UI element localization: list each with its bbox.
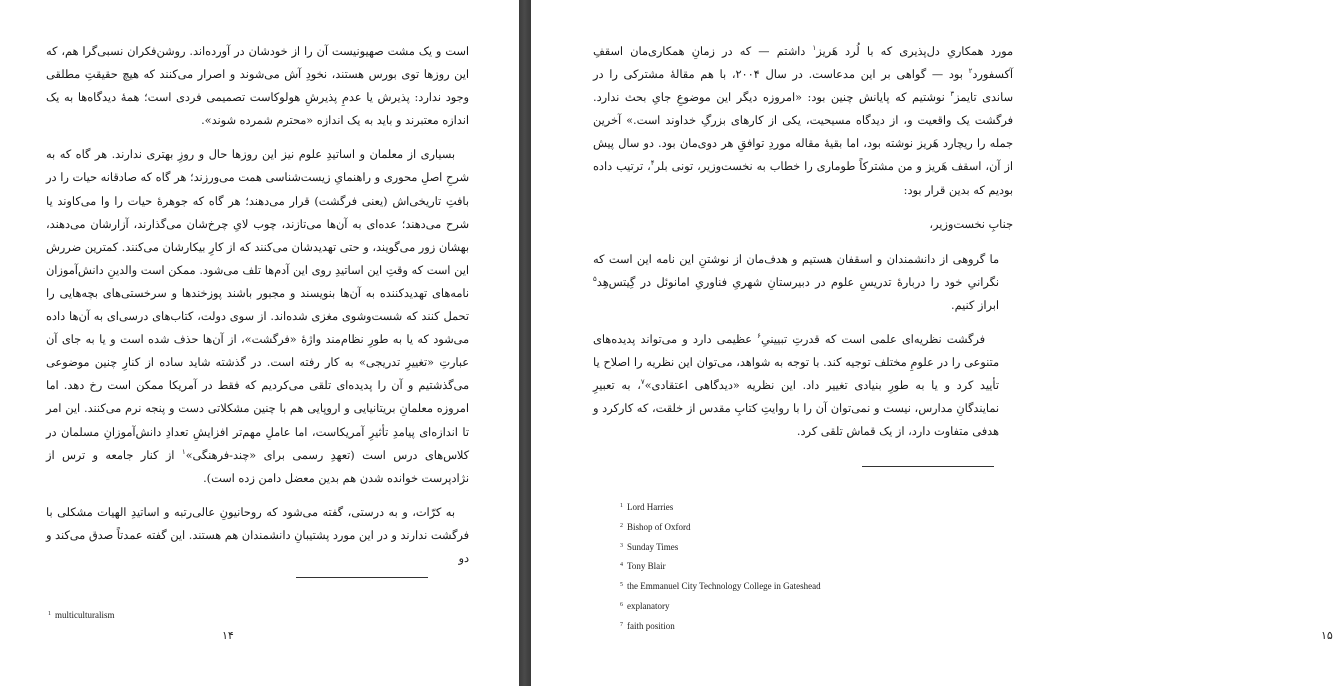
page-number: ۱۴ [222, 629, 234, 642]
footnote: $^7$ faith position [620, 620, 675, 631]
book-spine-gutter [519, 0, 531, 686]
footnote-separator [862, 466, 994, 467]
footnote-marker: ۲ [968, 67, 973, 76]
page-number: ۱۵ [1321, 629, 1333, 642]
letter-salutation: جنابِ نخست‌وزیر، [929, 217, 1013, 231]
paragraph: به کرّات، و به درستی، گفته می‌شود که روحانیونِ عالی‌رتبه و اساتیدِ الهیات مشکلی با فرگشت ندارند و در این مورد پشتیبانِ دانشمندان هم هستند. این گفته عمدتاً صدق می‌کند و دو [46, 505, 469, 565]
footnote: $^1$ Lord Harries [620, 502, 674, 512]
letter-paragraph: ما گروهی از دانشمندان و اسقفان هستیم و هدف‌مان از نوشتنِ این نامه این است که نگرانیِ خود را دربارهٔ تدریسِ علوم در دبیرستانِ شهریِ فناوریِ امانوئل در گِیتس‌هِد$^۵$ ابراز کنیم. [593, 252, 999, 312]
footnote: $^3$ Sunday Times [620, 541, 679, 552]
footnote-marker: ۳ [950, 90, 955, 99]
footnote-marker: ۱ [181, 447, 186, 456]
footnote-marker: ۱ [812, 44, 817, 53]
left-body-text [46, 40, 469, 581]
footnote-marker: ۶ [757, 332, 761, 341]
footnote: $^5$ the Emmanuel City Technology College in Gateshead [620, 581, 821, 592]
footnotes [620, 497, 821, 636]
paragraph: بسیاری از معلمان و اساتیدِ علوم نیز این روزها حال و روزِ بهتری ندارند. هر گاه که به شرحِ اصلِ محوری و راهنمایِ زیست‌شناسی همت می‌ورزند؛ هر گاه که صادقانه حیات را در بافتِ تاریخی‌اش (یعنی فرگشت) قرار می‌دهند؛ هر گاه که جوهرهٔ حیات را وا می‌کاوند یا شرح می‌دهند؛ عده‌ای به آن‌ها می‌تازند، چوب لایِ چرخ‌شان می‌گذارند، آزارشان می‌دهند، بهشان زور می‌گویند، و حتی تهدیدشان می‌کنند که از کارِ بیکارشان می‌کنند. کمترین ضررش این است که وقتِ این اساتیدِ روی این آدم‌ها تلف می‌شود. ممکن است والدینِ دانش‌آموزان نامه‌های تهدیدکننده به آن‌ها بنویسند و مجبور باشند پوزخندها و سرخستی‌های بچه‌هایی را تحمل کنند که شست‌وشوی مغزی شده‌اند. از سوی دولت، کتاب‌های درسی‌ای به آن‌ها داده می‌شود که یا به طورِ نظام‌مند واژهٔ «فرگشت»، از آن‌ها حذف شده است و یا به جای آن عبارتِ «تغییرِ تدریجی» به کار رفته است. در گذشته شاید ساده از کنارِ چنین موضوعی می‌گذشتیم و آن را پدیده‌ای تلقی می‌کردیم که فقط در آمریکا ممکن است رخ دهد. اما امروزه معلمانِ بریتانیایی و اروپایی هم با چنین مشکلاتی دست و پنجه نرم می‌کنند. این امر تا اندازه‌ای پیامدِ تأثیرِ آمریکاست، اما عاملِ مهم‌تر افزایشِ تعدادِ دانش‌آموزانِ مسلمان در کلاس‌های درس است (تعهدِ رسمی برای «چند-فرهنگی»$^۱$ از کنار جامعه و ترس از نژادپرست خوانده شدن هم بدین معضل دامن زده است). [46, 148, 470, 485]
paragraph: مورد همکاریِ دل‌پذیری که با لُرد هَریز$^۱$ داشتم — که در زمانِ همکاری‌مان اسقفِ آکسفورد$^۲$ بود — گواهی بر این مدعاست. در سال ۲۰۰۴، با هم مقالهٔ مشترکی را در ساندی تایمز$^۳$ نوشتیم که پایانش چنین بود: «امروزه دیگر این موضوعِ جایِ بحث ندارد. فرگشت یک واقعیت و، از دیدگاه مسیحیت، یکی از کارهای بزرگِ خداوند است.» آخرین جمله را ریچارد هَریز نوشته بود، اما بقیهٔ مقاله موردِ توافقِ هر دوی‌مان بود. دو سال پیش از آن، اسقف هَریز و من مشترکاً طوماری را خطاب به نخست‌وزیر، تونی بلر$^۴$، ترتیب داده بودیم که بدین قرار بود: [593, 44, 1014, 197]
left-page [0, 0, 519, 686]
footnote-marker: ۴ [650, 159, 655, 168]
footnote: $^2$ Bishop of Oxford [620, 521, 691, 532]
footnote-separator [296, 577, 428, 578]
footnotes [48, 605, 115, 625]
footnote-marker: ۷ [640, 378, 645, 387]
paragraph: است و یک مشت صهیونیست آن را از خودشان در آورده‌اند. روشن‌فکران نسبی‌گرا هم، که این روزها توی بورس هستند، نخودِ آش می‌شوند و اصرار می‌کنند که هیچ حقیقتِ مطلقی وجود ندارد: پذیرش یا عدمِ پذیرشِ هولوکاست تصمیمی فردی است؛ همهٔ دیدگاه‌ها به یک اندازه معتبرند و باید به یک اندازه «محترم شمرده شوند». [46, 45, 469, 128]
footnote: $^6$ explanatory [620, 600, 670, 611]
footnote: $^1$ multiculturalism [48, 610, 115, 620]
footnote-marker: ۵ [593, 275, 597, 284]
footnote: $^4$ Tony Blair [620, 561, 666, 572]
right-body-text [593, 40, 1013, 455]
letter-paragraph: فرگشت نظریه‌ای علمی است که قدرتِ تبیینیِ$^۶$ عظیمی دارد و می‌تواند پدیده‌های متنوعی را در علومِ مختلف توجیه کند. با توجه به شواهد، می‌توان این نظریه را اصلاح یا تأیید کرد و یا به طورِ بنیادی تغییر داد. این نظریه «دیدگاهی اعتقادی»$^۷$، به تعبیرِ نمایندگانِ مدارس، نیست و نمی‌توان آن را با روایتِ کتابِ مقدس از خلقت، که کارکرد و هدفی متفاوت دارد، از یک قماش تلقی کرد. [593, 332, 999, 439]
right-page [531, 0, 1333, 686]
